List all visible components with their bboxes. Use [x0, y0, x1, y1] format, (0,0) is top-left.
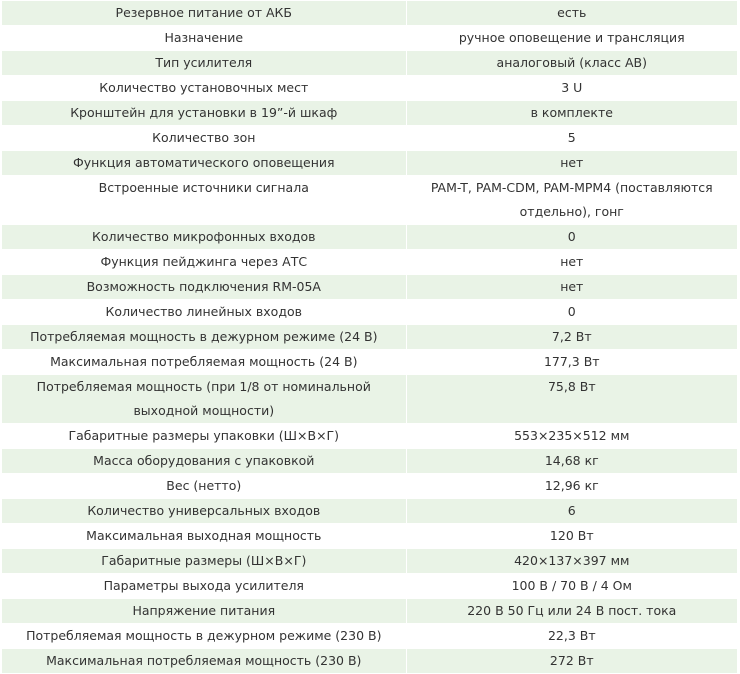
spec-value: 120 Вт: [406, 524, 737, 549]
spec-row-rm05a: [2, 275, 737, 300]
spec-name: Количество установочных мест: [2, 76, 406, 101]
spec-row-zone-count: [2, 126, 737, 151]
spec-row-gross-weight: [2, 449, 737, 474]
spec-value: есть: [406, 1, 737, 26]
spec-name: Кронштейн для установки в 19”-й шкаф: [2, 101, 406, 126]
spec-name: Назначение: [2, 26, 406, 51]
spec-row-max-power-230v: [2, 649, 737, 674]
spec-value: 5: [406, 126, 737, 151]
spec-row-standby-power-24v: [2, 325, 737, 350]
spec-name: Габаритные размеры упаковки (Ш×В×Г): [2, 424, 406, 449]
spec-name: Тип усилителя: [2, 51, 406, 76]
spec-value: 14,68 кг: [406, 449, 737, 474]
spec-row-supply-voltage: [2, 599, 737, 624]
spec-value: PAM-T, PAM-CDM, PAM-MPM4 (поставляются отдельно), гонг: [406, 176, 737, 225]
spec-row-backup-power: [2, 1, 737, 26]
spec-name: Максимальная выходная мощность: [2, 524, 406, 549]
spec-name: Возможность подключения RM-05A: [2, 275, 406, 300]
spec-value: нет: [406, 250, 737, 275]
spec-value: 220 В 50 Гц или 24 В пост. тока: [406, 599, 737, 624]
spec-row-auto-notification: [2, 151, 737, 176]
spec-name: Потребляемая мощность (при 1/8 от номинальной выходной мощности): [2, 375, 406, 424]
spec-row-amplifier-type: [2, 51, 737, 76]
spec-row-standby-power-230v: [2, 624, 737, 649]
spec-name: Максимальная потребляемая мощность (230 В): [2, 649, 406, 674]
spec-row-net-weight: [2, 474, 737, 499]
spec-value: в комплекте: [406, 101, 737, 126]
spec-row-purpose: [2, 26, 737, 51]
spec-name: Потребляемая мощность в дежурном режиме (24 В): [2, 325, 406, 350]
spec-row-package-dimensions: [2, 424, 737, 449]
spec-name: Функция пейджинга через АТС: [2, 250, 406, 275]
spec-value: 12,96 кг: [406, 474, 737, 499]
spec-name: Масса оборудования с упаковкой: [2, 449, 406, 474]
spec-value: 75,8 Вт: [406, 375, 737, 424]
spec-name: Напряжение питания: [2, 599, 406, 624]
spec-name: Количество микрофонных входов: [2, 225, 406, 250]
spec-row-max-power-24v: [2, 350, 737, 375]
spec-name: Количество универсальных входов: [2, 499, 406, 524]
spec-row-max-output-power: [2, 524, 737, 549]
spec-row-rack-bracket: [2, 101, 737, 126]
spec-value: аналоговый (класс АВ): [406, 51, 737, 76]
spec-name: Вес (нетто): [2, 474, 406, 499]
spec-value: 22,3 Вт: [406, 624, 737, 649]
spec-name: Количество зон: [2, 126, 406, 151]
spec-row-line-inputs: [2, 300, 737, 325]
spec-row-eighth-power: [2, 375, 737, 424]
spec-value: 6: [406, 499, 737, 524]
spec-value: ручное оповещение и трансляция: [406, 26, 737, 51]
spec-name: Габаритные размеры (Ш×В×Г): [2, 549, 406, 574]
spec-name: Максимальная потребляемая мощность (24 В): [2, 350, 406, 375]
spec-row-mic-inputs: [2, 225, 737, 250]
spec-value: 100 В / 70 В / 4 Ом: [406, 574, 737, 599]
specifications-table-body: [2, 1, 737, 674]
spec-row-universal-inputs: [2, 499, 737, 524]
spec-value: 0: [406, 300, 737, 325]
spec-row-output-parameters: [2, 574, 737, 599]
spec-value: 7,2 Вт: [406, 325, 737, 350]
spec-row-rack-units: [2, 76, 737, 101]
spec-name: Встроенные источники сигнала: [2, 176, 406, 225]
spec-value: 553×235×512 мм: [406, 424, 737, 449]
spec-value: нет: [406, 151, 737, 176]
spec-value: 272 Вт: [406, 649, 737, 674]
spec-name: Функция автоматического оповещения: [2, 151, 406, 176]
spec-row-pbx-paging: [2, 250, 737, 275]
specifications-table: [2, 0, 737, 674]
spec-name: Резервное питание от АКБ: [2, 1, 406, 26]
spec-name: Параметры выхода усилителя: [2, 574, 406, 599]
spec-value: 420×137×397 мм: [406, 549, 737, 574]
spec-value: 3 U: [406, 76, 737, 101]
spec-row-dimensions: [2, 549, 737, 574]
spec-value: нет: [406, 275, 737, 300]
spec-value: 177,3 Вт: [406, 350, 737, 375]
spec-name: Количество линейных входов: [2, 300, 406, 325]
spec-name: Потребляемая мощность в дежурном режиме (230 В): [2, 624, 406, 649]
spec-value: 0: [406, 225, 737, 250]
spec-row-signal-sources: [2, 176, 737, 225]
